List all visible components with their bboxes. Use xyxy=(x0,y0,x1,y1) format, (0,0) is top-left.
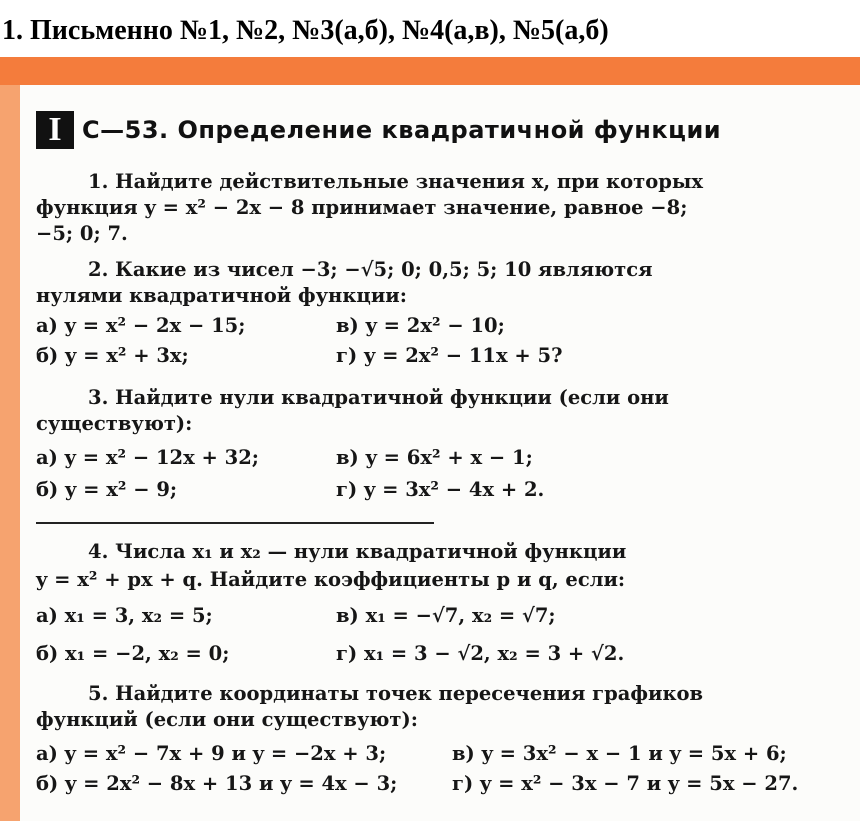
task2-option-v-text: в) y = 2x² − 10; xyxy=(336,314,505,337)
section-title: С—53. Определение квадратичной функции xyxy=(82,116,722,144)
task4-option-a xyxy=(36,603,844,629)
task5-option-g-text: г) y = x² − 3x − 7 и y = 5x − 27. xyxy=(452,772,799,795)
task5-line1: 5. Найдите координаты точек пересечения графиков xyxy=(88,682,704,705)
task4-line2: y = x² + px + q. Найдите коэффициенты p и q, если: xyxy=(36,568,626,591)
task3-line1: 3. Найдите нули квадратичной функции (если они xyxy=(88,386,669,409)
task4-line1: 4. Числа x₁ и x₂ — нули квадратичной функции xyxy=(88,540,627,563)
page-left-border xyxy=(0,85,20,821)
task4-option-b xyxy=(36,641,844,667)
task1-line1: 1. Найдите действительные значения x, при которых xyxy=(88,170,704,193)
task3-option-g-text: г) y = 3x² − 4x + 2. xyxy=(336,478,545,501)
task3-option-v-text: в) y = 6x² + x − 1; xyxy=(336,446,533,469)
task2-option-b xyxy=(36,343,844,369)
page-top-border xyxy=(0,57,860,85)
task2-option-a xyxy=(36,313,844,339)
task2-option-b-text: б) y = x² + 3x; xyxy=(36,344,189,367)
task2-option-g-text: г) y = 2x² − 11x + 5? xyxy=(336,344,563,367)
task5-option-v-text: в) y = 3x² − x − 1 и y = 5x + 6; xyxy=(452,742,787,765)
task4-option-a-text: а) x₁ = 3, x₂ = 5; xyxy=(36,604,213,627)
task4-option-v-text: в) x₁ = −√7, x₂ = √7; xyxy=(336,604,556,627)
assignment-header: 1. Письменно №1, №2, №3(а,б), №4(а,в), №5(а,б) xyxy=(2,15,609,46)
task4-option-b-text: б) x₁ = −2, x₂ = 0; xyxy=(36,642,230,665)
task3-option-a-text: а) y = x² − 12x + 32; xyxy=(36,446,259,469)
task3-line2: существуют): xyxy=(36,412,193,435)
task1-line3: −5; 0; 7. xyxy=(36,222,128,245)
task2-option-a-text: а) y = x² − 2x − 15; xyxy=(36,314,246,337)
task5-line2: функций (если они существуют): xyxy=(36,708,418,731)
task5-option-b xyxy=(36,771,844,797)
textbook-page xyxy=(20,85,860,821)
task3-option-b xyxy=(36,477,844,503)
task3-option-b-text: б) y = x² − 9; xyxy=(36,478,178,501)
section-divider xyxy=(36,522,434,524)
task3-option-a xyxy=(36,445,844,471)
task5-option-a xyxy=(36,741,844,767)
task2-line1: 2. Какие из чисел −3; −√5; 0; 0,5; 5; 10 являются xyxy=(88,258,653,281)
section-title-row xyxy=(36,111,721,149)
task4-option-g-text: г) x₁ = 3 − √2, x₂ = 3 + √2. xyxy=(336,642,625,665)
section-roman-badge: I xyxy=(36,111,74,149)
task1-line2: функция y = x² − 2x − 8 принимает значение, равное −8; xyxy=(36,196,688,219)
task5-option-a-text: а) y = x² − 7x + 9 и y = −2x + 3; xyxy=(36,742,387,765)
task5-option-b-text: б) y = 2x² − 8x + 13 и y = 4x − 3; xyxy=(36,772,398,795)
task2-line2: нулями квадратичной функции: xyxy=(36,284,407,307)
